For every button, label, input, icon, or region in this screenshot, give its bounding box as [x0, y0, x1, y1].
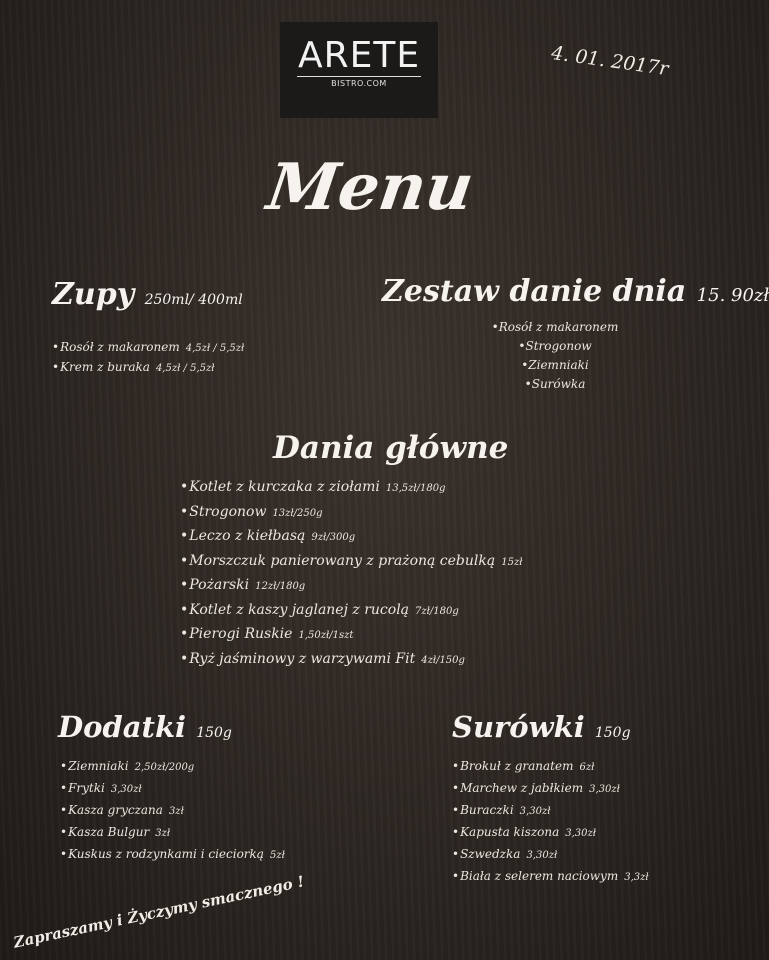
section-title-zupy-text: Zupy: [52, 277, 135, 312]
list-item: • Ziemniaki: [480, 356, 630, 375]
logo-name: ARETE: [297, 35, 421, 76]
item-name: Ryż jaśminowy z warzywami Fit: [189, 650, 416, 667]
section-title-zestaw: [382, 274, 769, 309]
list-item: [452, 800, 649, 822]
section-price-zestaw: 15. 90zł: [696, 285, 769, 306]
item-name: Strogonow: [189, 503, 267, 520]
list-item: [180, 525, 522, 550]
item-price: 3,30zł: [565, 828, 597, 839]
item-price: 1,50zł/1szt: [298, 630, 354, 641]
list-item: [452, 844, 649, 866]
item-name: Marchew z jabłkiem: [460, 781, 584, 795]
logo: [280, 22, 438, 118]
list-item: [60, 844, 285, 866]
item-name: Kasza gryczana: [68, 803, 163, 817]
item-price: 6zł: [579, 762, 595, 773]
item-price: 3,30zł: [519, 806, 551, 817]
item-price: 2,50zł/200g: [134, 762, 195, 773]
list-zupy: [52, 338, 244, 378]
item-price: 3,30zł: [110, 784, 142, 795]
list-item: [52, 338, 244, 358]
item-name: Morszczuk panierowany z prażoną cebulką: [189, 552, 496, 569]
item-price: 3,3zł: [624, 872, 649, 883]
item-name: Kuskus z rodzynkami i cieciorką: [68, 847, 264, 861]
item-name: Ziemniaki: [68, 759, 129, 773]
list-item: • Surówka: [480, 375, 630, 394]
item-name: Rosół z makaronem: [60, 340, 180, 354]
item-price: 3,30zł: [526, 850, 558, 861]
list-surowki: [452, 756, 649, 888]
list-item: [180, 599, 522, 624]
section-title-zupy: [52, 277, 243, 312]
section-title-dodatki: [58, 710, 232, 744]
list-item: [180, 476, 522, 501]
section-title-surowki-text: Surówki: [452, 710, 585, 744]
footer-message: Zapraszamy i Życzymy smacznego !: [12, 872, 306, 952]
item-price: 5zł: [269, 850, 285, 861]
list-item: [180, 623, 522, 648]
section-subtitle-zupy: 250ml/ 400ml: [144, 292, 243, 308]
item-name: Frytki: [68, 781, 105, 795]
item-price: 3zł: [155, 828, 171, 839]
item-name: Krem z buraka: [60, 360, 150, 374]
item-price: 4,5zł / 5,5zł: [155, 363, 215, 374]
item-name: Kasza Bulgur: [68, 825, 150, 839]
item-name: Leczo z kiełbasą: [189, 528, 306, 544]
item-price: 3zł: [168, 806, 184, 817]
list-item: [60, 800, 285, 822]
item-price: 12zł/180g: [255, 581, 306, 592]
list-item: [60, 822, 285, 844]
item-price: 13,5zł/180g: [385, 483, 446, 494]
item-name: Kotlet z kurczaka z ziołami: [189, 479, 380, 495]
list-item: [180, 574, 522, 599]
item-price: 13zł/250g: [272, 507, 323, 519]
list-item: [180, 648, 522, 673]
item-name: Kotlet z kaszy jaglanej z rucolą: [189, 601, 410, 618]
item-price: 4zł/150g: [421, 654, 465, 666]
list-item: [52, 358, 244, 378]
list-item: [452, 866, 649, 888]
item-name: Biała z selerem naciowym: [460, 869, 619, 883]
section-title-dania: Dania główne: [273, 430, 509, 466]
item-name: Pożarski: [189, 577, 250, 593]
section-title-surowki: [452, 710, 631, 744]
menu-date: 4. 01. 2017r: [549, 42, 670, 81]
list-item: • Strogonow: [480, 337, 630, 356]
section-subtitle-dodatki: 150g: [196, 725, 232, 741]
item-price: 9zł/300g: [311, 532, 356, 543]
list-item: [60, 778, 285, 800]
item-name: Kapusta kiszona: [460, 825, 560, 839]
item-name: Buraczki: [460, 803, 514, 817]
list-dania: [180, 476, 522, 672]
logo-divider: [297, 76, 421, 77]
list-item: [452, 778, 649, 800]
list-item: [60, 756, 285, 778]
item-price: 7zł/180g: [415, 605, 459, 617]
item-price: 4,5zł / 5,5zł: [185, 343, 245, 354]
list-item: [180, 550, 522, 575]
list-zestaw: [480, 318, 630, 394]
item-price: 15zł: [501, 556, 523, 568]
list-item: [452, 756, 649, 778]
page-title: Menu: [262, 150, 478, 225]
section-subtitle-surowki: 150g: [594, 725, 631, 741]
item-price: 3,30zł: [589, 784, 620, 795]
list-item: [452, 822, 649, 844]
list-item: [180, 501, 522, 526]
logo-subtitle: BISTRO.COM: [331, 79, 387, 88]
section-title-dodatki-text: Dodatki: [58, 710, 187, 744]
list-dodatki: [60, 756, 285, 866]
item-name: Brokuł z granatem: [460, 759, 574, 773]
item-name: Szwedzka: [460, 847, 521, 861]
section-title-zestaw-text: Zestaw danie dnia: [382, 274, 687, 309]
list-item: • Rosół z makaronem: [480, 318, 630, 337]
item-name: Pierogi Ruskie: [189, 626, 293, 642]
